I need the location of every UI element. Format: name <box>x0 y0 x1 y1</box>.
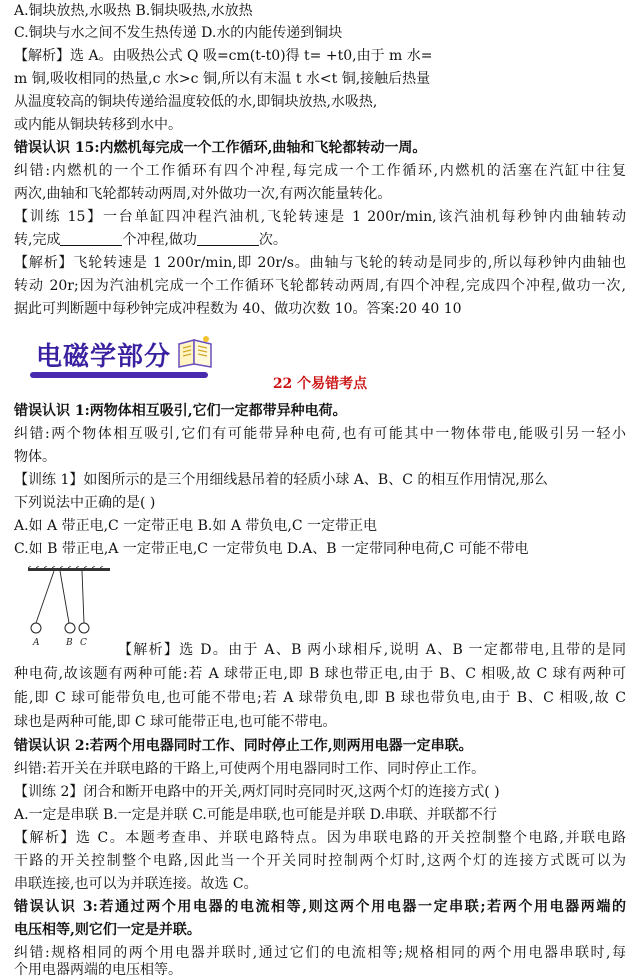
error-heading-2: 错误认识 2:若两个用电器同时工作、同时停止工作,则两用电器一定串联。 <box>14 738 473 754</box>
text-line: 【解析】选 C。本题考查串、并联电路特点。因为串联电路的开关控制整个电路,并联电路 <box>14 830 626 846</box>
text-line: 纠错:若开关在并联电路的干路上,可使两个用电器同时工作、同时停止工作。 <box>14 761 486 777</box>
text-line: 下列说法中正确的是( ) <box>14 495 156 511</box>
text-line: 串联连接,也可以为并联连接。故选 C。 <box>14 876 258 892</box>
text-line: 个用电器两端的电压相等。 <box>14 962 182 978</box>
text-line: 干路的开关控制整个电路,因此当一个开关同时控制两个灯时,这两个灯的连接方式既可以为 <box>14 853 626 869</box>
ball-label-a: A <box>33 638 40 648</box>
hanging-balls-figure <box>24 566 114 648</box>
text-line: 【训练 15】一台单缸四冲程汽油机,飞轮转速是 1 200r/min,该汽油机每秒钟内曲轴转动 <box>14 209 626 225</box>
answer-blank <box>60 231 122 246</box>
error-heading-1: 错误认识 1:两物体相互吸引,它们一定都带异种电荷。 <box>14 403 347 419</box>
option-line: A.如 A 带正电,C 一定带正电 B.如 A 带负电,C 一定带正电 <box>14 518 377 534</box>
section-title: 电磁学部分 <box>36 342 172 372</box>
error-heading-3-cont: 电压相等,则它们一定是并联。 <box>14 922 201 938</box>
text-line: 能,即 C 球可能带负电,也可能不带电;若 A 球带负电,即 B 球也带负电,由于 B、C 相吸,故 C <box>14 690 626 706</box>
text-line: 【训练 1】如图所示的是三个用细线悬吊着的轻质小球 A、B、C 的相互作用情况,那么 <box>14 472 548 488</box>
text-line: 据此可判断题中每秒钟完成冲程数为 40、做功次数 10。答案:20 40 10 <box>14 301 462 317</box>
option-line: A.一定是串联 B.一定是并联 C.可能是串联,也可能是并联 D.串联、并联都不行 <box>14 807 497 823</box>
text-line: 种电荷,故该题有两种可能:若 A 球带正电,即 B 球也带正电,由于 B、C 相吸,故 C 球有两种可 <box>14 666 626 682</box>
section-subtitle: 22 个易错考点 <box>272 376 368 392</box>
text-line: 两次,曲轴和飞轮都转动两周,对外做功一次,有两次能量转化。 <box>14 186 392 202</box>
ball-label-c: C <box>80 638 87 648</box>
text-line: 球也是两种可能,即 C 球可能带正电,也可能不带电。 <box>14 714 337 730</box>
text-line: A.铜块放热,水吸热 B.铜块吸热,水放热 <box>14 3 253 19</box>
fill-blank-line <box>14 230 626 250</box>
text-line: 纠错:内燃机的一个工作循环有四个冲程,每完成一个工作循环,内燃机的活塞在汽缸中往复 <box>14 163 626 179</box>
error-heading-3: 错误认识 3:若通过两个用电器的电流相等,则这两个用电器一定串联;若两个用电器两端的 <box>14 899 626 915</box>
text-line: 转动 20r;因为汽油机完成一个工作循环飞轮都转动两周,有四个冲程,完成四个冲程,做功一次, <box>14 278 626 294</box>
text-segment: 次。 <box>258 232 287 248</box>
text-line: 或内能从铜块转移到水中。 <box>14 117 182 133</box>
book-icon <box>176 334 214 368</box>
answer-blank <box>197 231 259 246</box>
text-line: 从温度较高的铜块传递给温度较低的水,即铜块放热,水吸热, <box>14 94 378 110</box>
ball-label-b: B <box>66 638 73 648</box>
error-heading-15: 错误认识 15:内燃机每完成一个工作循环,曲轴和飞轮都转动一周。 <box>14 140 427 156</box>
text-line: 物体。 <box>14 449 56 465</box>
section-banner <box>30 332 214 378</box>
text-segment: 个冲程,做功 <box>122 232 197 248</box>
text-line: 【训练 2】闭合和断开电路中的开关,两灯同时亮同时灭,这两个灯的连接方式( ) <box>14 784 500 800</box>
text-line: 【解析】选 A。由吸热公式 Q 吸=cm(t-t0)得 t= +t0,由于 m 水= <box>14 48 433 64</box>
text-line: 【解析】选 D。由于 A、B 两小球相斥,说明 A、B 一定都带电,且带的是同 <box>118 642 626 658</box>
option-line: C.如 B 带正电,A 一定带正电,C 一定带负电 D.A、B 一定带同种电荷,C 可能不带电 <box>14 541 529 557</box>
text-line: C.铜块与水之间不发生热传递 D.水的内能传递到铜块 <box>14 25 343 41</box>
text-line: 纠错:规格相同的两个用电器并联时,通过它们的电流相等;规格相同的两个用电器串联时,每 <box>14 945 626 961</box>
text-segment: 转,完成 <box>14 232 61 248</box>
text-line: 【解析】飞轮转速是 1 200r/min,即 20r/s。曲轴与飞轮的转动是同步的,所以每秒钟内曲轴也 <box>14 255 626 271</box>
text-line: 纠错:两个物体相互吸引,它们有可能带异种电荷,也有可能其中一物体带电,能吸引另一轻小 <box>14 426 626 442</box>
text-line: m 铜,吸收相同的热量,c 水>c 铜,所以有末温 t 水<t 铜,接触后热量 <box>14 71 431 87</box>
